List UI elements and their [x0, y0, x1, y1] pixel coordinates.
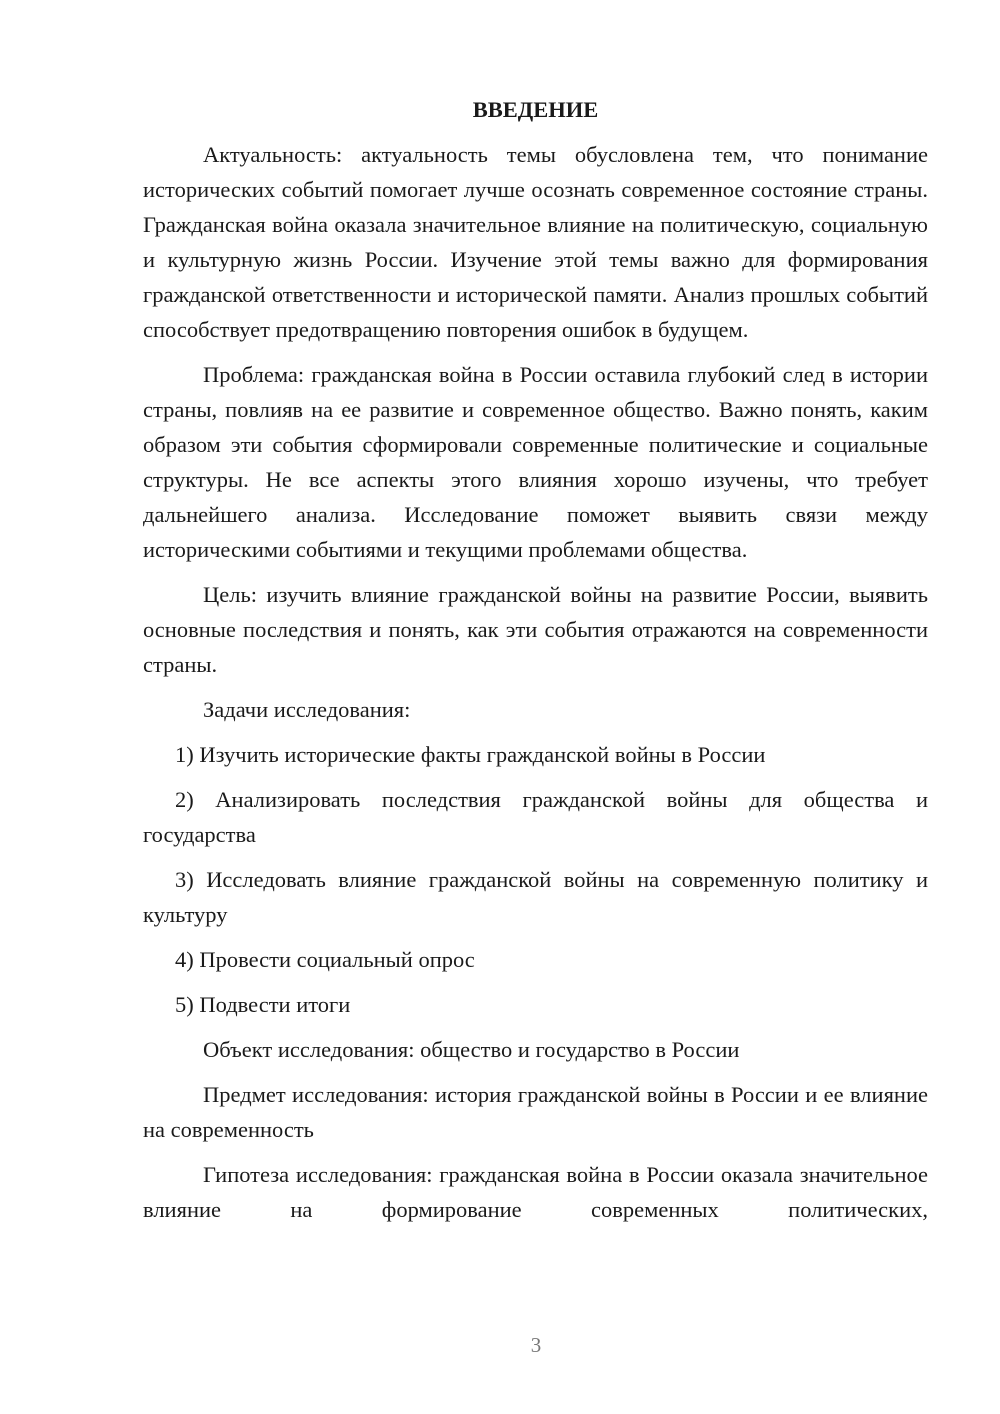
task-item-2: 2) Анализировать последствия гражданской войны для общества и государства: [143, 787, 928, 847]
problem-paragraph: Проблема: гражданская война в России оставила глубокий след в истории страны, повлияв на ее развитие и современное общество. Важно понять, каким образом эти события сформировали современные политические и социальные структуры. Не все аспекты этого влияния хорошо изучены, что требует дальнейшего анализа. Исследование поможет выявить связи между историческими событиями и текущими проблемами общества.: [143, 362, 928, 562]
task-item-3: 3) Исследовать влияние гражданской войны на современную политику и культуру: [143, 867, 928, 927]
section-heading: ВВЕДЕНИЕ: [472, 97, 599, 122]
goal-paragraph: Цель: изучить влияние гражданской войны на развитие России, выявить основные последствия и понять, как эти события отражаются на современности страны.: [143, 582, 928, 677]
object-paragraph: Объект исследования: общество и государство в России: [203, 1037, 740, 1062]
page-number: 3: [530, 1333, 542, 1357]
task-item-5: 5) Подвести итоги: [175, 992, 351, 1017]
page-content: [143, 92, 928, 1237]
relevance-paragraph: Актуальность: актуальность темы обусловлена тем, что понимание исторических событий помогает лучше осознать современное состояние страны. Гражданская война оказала значительное влияние на политическую, социальную и культурную жизнь России. Изучение этой темы важно для формирования гражданской ответственности и исторической памяти. Анализ прошлых событий способствует предотвращению повторения ошибок в будущем.: [143, 142, 928, 342]
task-item-1: 1) Изучить исторические факты гражданской войны в России: [175, 742, 766, 767]
task-item-4: 4) Провести социальный опрос: [175, 947, 475, 972]
subject-paragraph: Предмет исследования: история гражданской войны в России и ее влияние на современность: [143, 1082, 928, 1142]
tasks-label: Задачи исследования:: [203, 697, 411, 722]
hypothesis-paragraph: Гипотеза исследования: гражданская война в России оказала значительное влияние на формирование современных политических,: [143, 1162, 928, 1222]
